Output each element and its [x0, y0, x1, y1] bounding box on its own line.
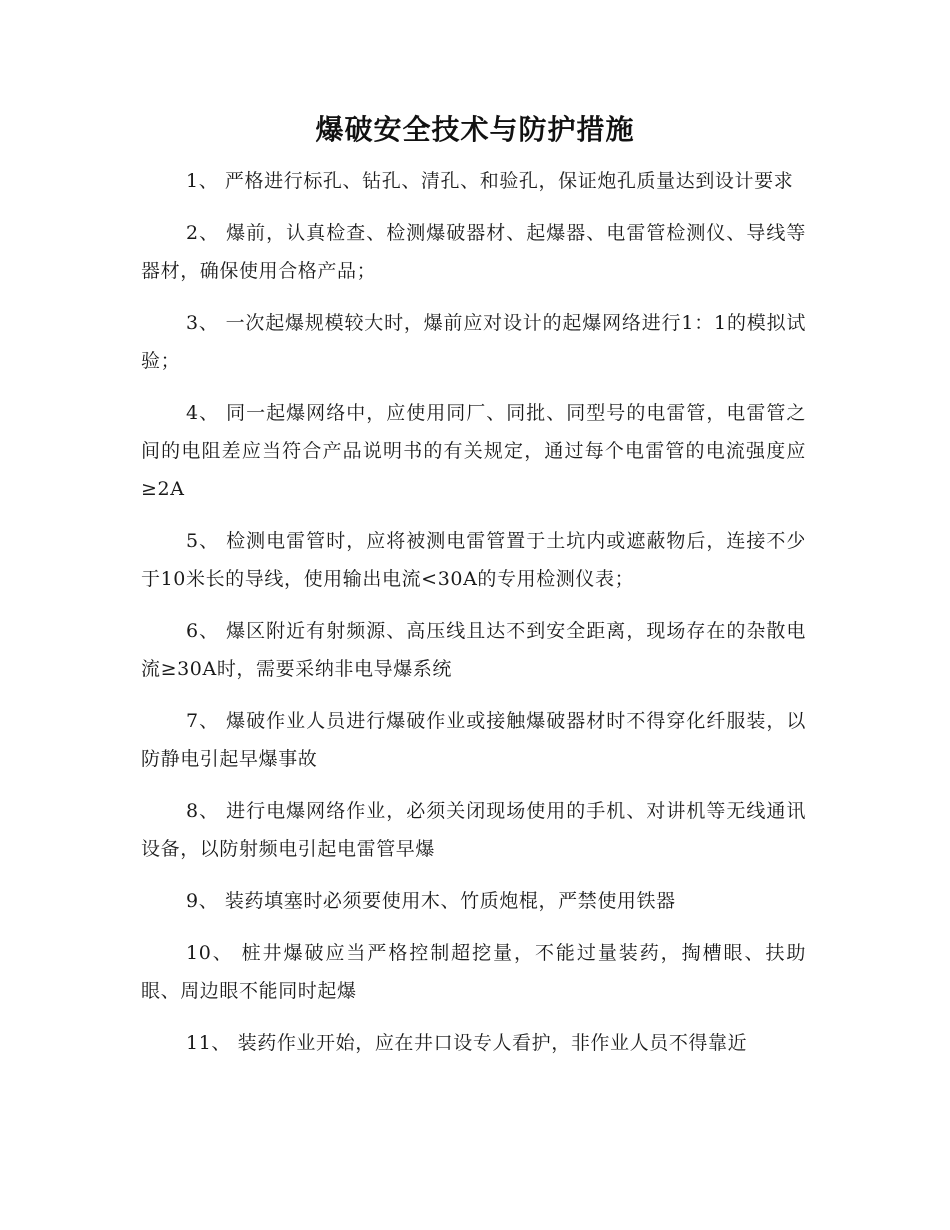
document-title: 爆破安全技术与防护措施	[315, 113, 635, 146]
list-item: 4、 同一起爆网络中，应使用同厂、同批、同型号的电雷管，电雷管之间的电阻差应当符合产品说明书的有关规定，通过每个电雷管的电流强度应≥2A	[141, 402, 806, 500]
list-item: 11、 装药作业开始，应在井口设专人看护，非作业人员不得靠近	[186, 1032, 748, 1054]
list-item: 6、 爆区附近有射频源、高压线且达不到安全距离，现场存在的杂散电流≥30A时，需要采纳非电导爆系统	[141, 620, 806, 680]
measure-list	[141, 162, 806, 1076]
list-item: 5、 检测电雷管时，应将被测电雷管置于土坑内或遮蔽物后，连接不少于10米长的导线，使用输出电流<30A的专用检测仪表；	[141, 530, 806, 590]
list-item: 10、 桩井爆破应当严格控制超挖量，不能过量装药，掏槽眼、扶助眼、周边眼不能同时起爆	[141, 942, 806, 1002]
list-item: 7、 爆破作业人员进行爆破作业或接触爆破器材时不得穿化纤服装，以防静电引起早爆事故	[141, 710, 806, 770]
list-item: 3、 一次起爆规模较大时，爆前应对设计的起爆网络进行1：1的模拟试验；	[141, 312, 806, 372]
list-item: 8、 进行电爆网络作业，必须关闭现场使用的手机、对讲机等无线通讯设备，以防射频电引起电雷管早爆	[141, 800, 806, 860]
list-item: 9、 装药填塞时必须要使用木、竹质炮棍，严禁使用铁器	[186, 890, 676, 912]
list-item: 2、 爆前，认真检查、检测爆破器材、起爆器、电雷管检测仪、导线等器材，确保使用合格产品；	[141, 222, 806, 282]
list-item: 1、 严格进行标孔、钻孔、清孔、和验孔，保证炮孔质量达到设计要求	[186, 170, 794, 192]
